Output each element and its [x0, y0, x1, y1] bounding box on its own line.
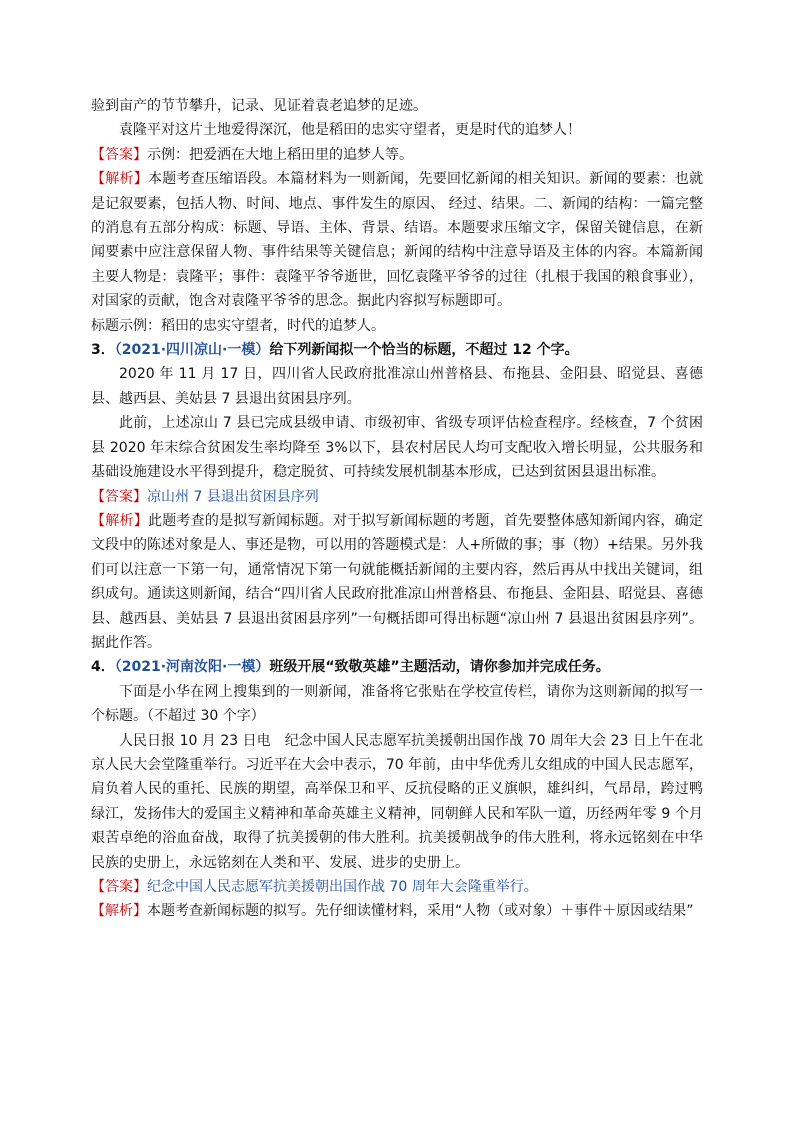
answer-block — [91, 143, 703, 167]
paragraph: 验到亩产的节节攀升，记录、见证着袁老追梦的足迹。 — [91, 98, 427, 114]
paragraph: 袁隆平对这片土地爱得深沉，他是稻田的忠实守望者，更是时代的追梦人！ — [119, 122, 581, 139]
answer-block — [91, 485, 703, 509]
analysis-block — [91, 899, 703, 923]
analysis-tag: 【解析】 — [91, 903, 147, 920]
analysis-text: 本题考查新闻标题的拟写。先仔细读懂材料，采用“人物（或对象）＋事件＋原因或结果” — [147, 903, 694, 920]
paragraph: 此前，上述凉山 7 县已完成县级申请、市级初审、省级专项评估检查程序。经核查，7 个贫困县 2020 年末综合贫困发生率均降至 3%以下，县农村居民人均可支配收入增长明显，公共服务和基础设施建设水平得到提升，稳定脱贫、可持续发展机制基本形成，已达到贫困县退出标准。 — [91, 415, 703, 481]
question-heading — [91, 655, 703, 679]
question-number: 3． — [91, 342, 115, 359]
answer-tag: 【答案】 — [91, 488, 147, 505]
analysis-tag: 【解析】 — [91, 171, 148, 188]
paragraph: 标题示例：稻田的忠实守望者，时代的追梦人。 — [91, 317, 385, 334]
document-page — [91, 94, 703, 924]
answer-text: 纪念中国人民志愿军抗美援朝出国作战 70 周年大会隆重举行。 — [147, 879, 538, 895]
question-number: 4． — [91, 659, 115, 676]
question-source: （2021·河南汝阳·一模） — [114, 659, 270, 676]
answer-text: 示例：把爱洒在大地上稻田里的追梦人等。 — [147, 146, 413, 163]
analysis-text: 本题考查压缩语段。本篇材料为一则新闻，先要回忆新闻的相关知识。新闻的要素：也就是记叙要素，包括人物、时间、地点、事件发生的原因、 经过、结果。二、新闻的结构：一篇完整的消息有五部分构成：标题、导语、主体、背景、结语。本题要求压缩文字，保留关键信息，在新闻要素中应注意保留人物、事件结果等关键信息；新闻的结构中注意导语及主体的内容。本篇新闻主要人物是：袁隆平；事件：袁隆平爷爷逝世，回忆袁隆平爷爷的过往（扎根于我国的粮食事业），对国家的贡献，饱含对袁隆平爷爷的思念。据此内容拟写标题即可。 — [91, 171, 703, 310]
analysis-block — [91, 167, 703, 313]
question-text: 班级开展“致敬英雄”主题活动，请你参加并完成任务。 — [269, 659, 610, 676]
answer-text: 凉山州 7 县退出贫困县序列 — [147, 488, 319, 505]
paragraph: 下面是小华在网上搜集到的一则新闻，准备将它张贴在学校宣传栏，请你为这则新闻的拟写一个标题。（不超过 30 个字） — [91, 683, 703, 725]
answer-block — [91, 875, 703, 899]
analysis-text: 此题考查的是拟写新闻标题。对于拟写新闻标题的考题，首先要整体感知新闻内容，确定文段中的陈述对象是人、事还是物，可以用的答题模式是：人+所做的事；事（物）+结果。另外我们可以注意一下第一句，通常情况下第一句就能概括新闻的主要内容，然后再从中找出关键词，组织成句。通读这则新闻，结合“四川省人民政府批准凉山州普格县、布拖县、金阳县、昭觉县、喜德县、越西县、美姑县 7 县退出贫困县序列”一句概括即可得出标题“凉山州 7 县退出贫困县序列”。据此作答。 — [91, 512, 703, 651]
answer-tag: 【答案】 — [91, 146, 147, 163]
paragraph: 人民日报 10 月 23 日电 纪念中国人民志愿军抗美援朝出国作战 70 周年大会 23 日上午在北京人民大会堂隆重举行。习近平在大会中表示，70 年前，由中华优秀儿女组成的中国人民志愿军，肩负着人民的重托、民族的期望，高举保卫和平、反抗侵略的正义旗帜，雄纠纠，气昂昂，跨过鸭绿江，发扬伟大的爱国主义精神和革命英雄主义精神，同朝鲜人民和军队一道，历经两年零 9 个月艰苦卓绝的浴血奋战，取得了抗美援朝的伟大胜利。抗美援朝战争的伟大胜利，将永远铭刻在中华民族的史册上，永远铭刻在人类和平、发展、进步的史册上。 — [91, 732, 703, 871]
analysis-tag: 【解析】 — [91, 512, 148, 529]
question-source: （2021·四川凉山·一模） — [114, 342, 270, 359]
question-text: 给下列新闻拟一个恰当的标题，不超过 12 个字。 — [269, 342, 579, 359]
question-heading — [91, 338, 703, 362]
analysis-block — [91, 509, 703, 655]
paragraph: 2020 年 11 月 17 日，四川省人民政府批准凉山州普格县、布拖县、金阳县、昭觉县、喜德县、越西县、美姑县 7 县退出贫困县序列。 — [91, 366, 703, 407]
answer-tag: 【答案】 — [91, 879, 147, 895]
